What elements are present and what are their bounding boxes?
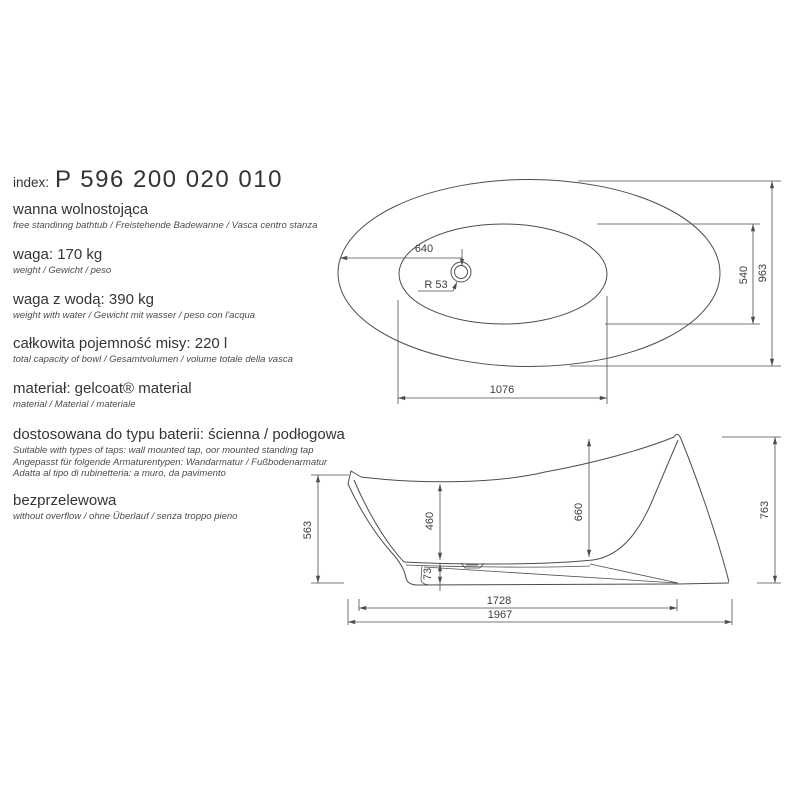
tub-left-wall-inner: [354, 480, 404, 562]
index-value: P 596 200 020 010: [55, 166, 283, 193]
dim-label-r53: R 53: [424, 279, 448, 291]
dim-label-540: 540: [738, 265, 750, 285]
spec-translation: free standinng bathtub / Freistehende Badewanne / Vasca centro stanza: [13, 220, 318, 231]
top-view-drawing: [338, 180, 781, 405]
spec-translation: total capacity of bowl / Gesamtvolumen / volume totale della vasca: [13, 354, 293, 365]
dim-label-963: 963: [757, 263, 769, 283]
outer-ellipse: [338, 180, 720, 367]
spec-translation: Adatta al tipo di rubinetteria: a muro, da pavimento: [13, 468, 226, 479]
dim-label-73: 73: [422, 567, 434, 581]
spec-title: całkowita pojemność misy: 220 l: [13, 335, 228, 352]
dim-label-1076: 1076: [489, 384, 515, 396]
spec-title: wanna wolnostojąca: [13, 201, 149, 218]
spec-title: waga: 170 kg: [13, 246, 103, 263]
spec-translation: material / Material / materiale: [13, 399, 136, 410]
tub-rim: [361, 437, 674, 482]
spec-title: materiał: gelcoat® material: [13, 380, 192, 397]
inner-ellipse: [399, 224, 607, 324]
dim-label-1728: 1728: [486, 595, 512, 607]
spec-translation: Suitable with types of taps: wall mounted tap, oor mounted standing tap: [13, 445, 314, 456]
tub-floor-thickness: [406, 565, 590, 567]
base-front-edge: [424, 567, 677, 583]
dim-label-660: 660: [573, 502, 585, 522]
tub-backrest-inner: [593, 440, 678, 560]
dim-label-460: 460: [424, 511, 436, 531]
tub-peak: [674, 434, 681, 439]
dim-label-763: 763: [759, 500, 771, 520]
dim-label-640: 640: [414, 243, 434, 255]
tub-right-edge: [681, 439, 729, 582]
spec-translation: weight / Gewicht / peso: [13, 265, 112, 276]
tub-floor: [404, 560, 593, 564]
spec-title: waga z wodą: 390 kg: [13, 291, 154, 308]
side-view-drawing: [302, 434, 781, 625]
dim-label-1967: 1967: [487, 609, 513, 621]
drain-circle-inner: [455, 266, 468, 279]
spec-translation: without overflow / ohne Überlauf / senza troppo pieno: [13, 511, 238, 522]
spec-translation: weight with water / Gewicht mit wasser / peso con l'acqua: [13, 310, 256, 321]
spec-translation: Angepasst für folgende Armaturentypen: Wandarmatur / Fußbodenarmatur: [13, 456, 328, 468]
spec-title: dostosowana do typu baterii: ścienna / podłogowa: [13, 426, 345, 443]
tub-left-wall-outer: [348, 484, 729, 585]
spec-title: bezprzelewowa: [13, 492, 117, 509]
r53-leader: [453, 282, 457, 291]
dim-label-563: 563: [302, 520, 314, 540]
index-label: index:: [13, 175, 50, 190]
